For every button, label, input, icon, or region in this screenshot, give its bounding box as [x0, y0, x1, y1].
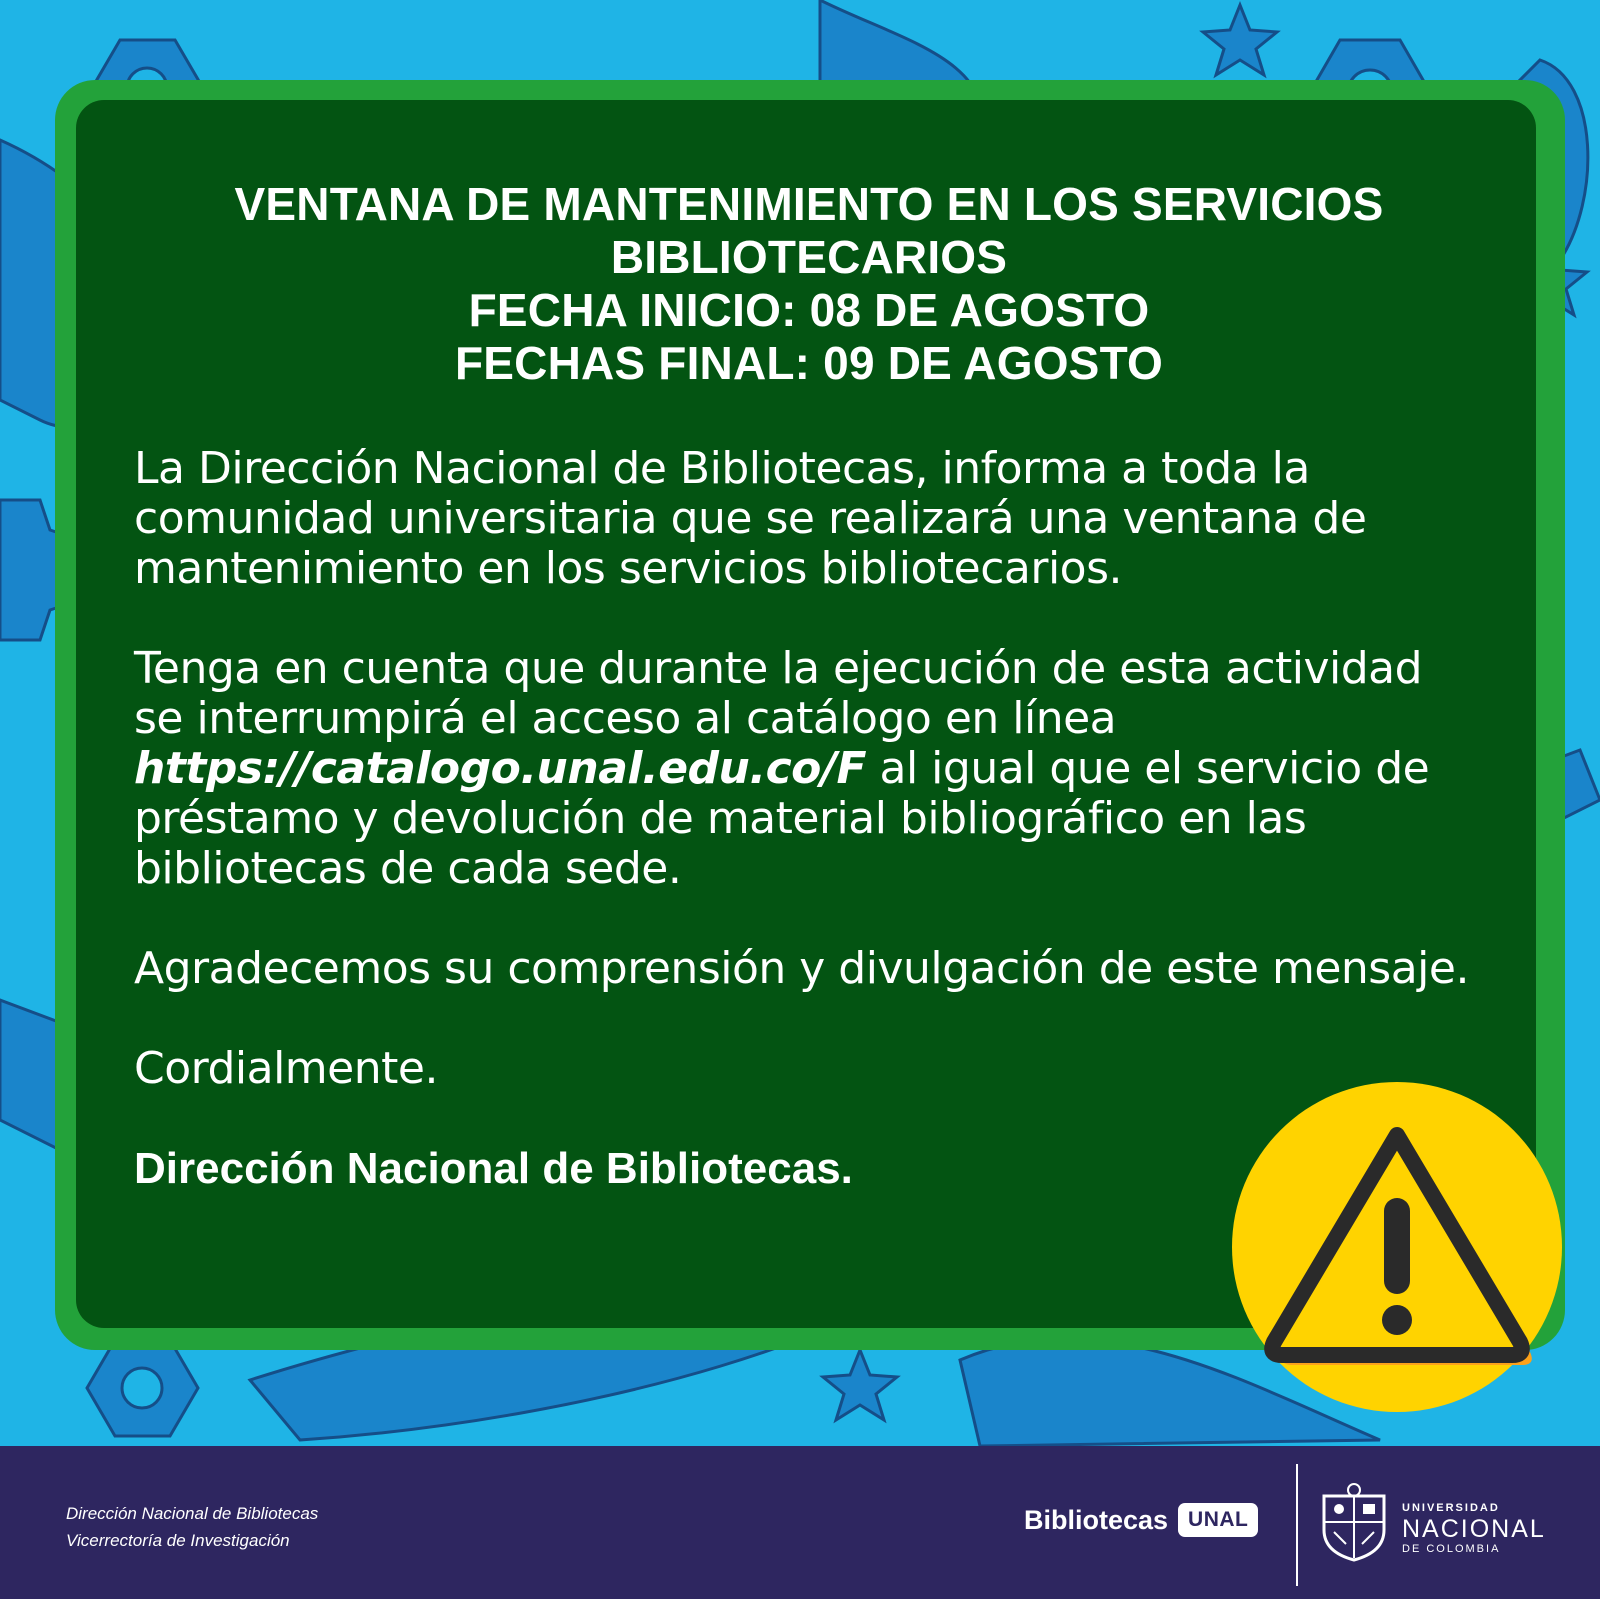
title-line: FECHAS FINAL: 09 DE AGOSTO [454, 337, 1164, 389]
hexnut-hole [122, 1368, 162, 1408]
footer-credit-line: Vicerrectoría de Investigación [66, 1531, 290, 1550]
details-text-before: Tenga en cuenta que durante la ejecución de esta actividad se interrumpirá el acceso al catálogo en línea [134, 643, 1423, 744]
notice-paragraph-details [134, 644, 1484, 894]
brand-word: Bibliotecas [1024, 1504, 1169, 1535]
footer-bar [0, 1446, 1600, 1599]
notice-content [134, 178, 1484, 1194]
notice-paragraph-thanks: Agradecemos su comprensión y divulgación de este mensaje. [134, 943, 1469, 994]
star-shape [823, 1350, 897, 1420]
title-line: BIBLIOTECARIOS [610, 231, 1008, 283]
notice-closing: Cordialmente. [134, 1043, 438, 1094]
brand-badge: UNAL [1178, 1503, 1258, 1537]
title-line: FECHA INICIO: 08 DE AGOSTO [468, 284, 1150, 336]
university-wordmark-top: UNIVERSIDAD [1402, 1502, 1500, 1514]
bibliotecas-unal-logo [1024, 1498, 1258, 1542]
star-shape [1203, 5, 1277, 75]
notice-paragraph-intro: La Dirección Nacional de Bibliotecas, informa a toda la comunidad universitaria que se realizará una ventana de mantenimiento en los servicios bibliotecarios. [134, 443, 1367, 594]
university-wordmark-name: NACIONAL [1402, 1515, 1546, 1543]
title-line: VENTANA DE MANTENIMIENTO EN LOS SERVICIOS [234, 178, 1384, 230]
footer-divider [1296, 1464, 1298, 1586]
notice-signature: Dirección Nacional de Bibliotecas. [134, 1144, 853, 1193]
details-text-after: al igual que el servicio de préstamo y devolución de material bibliográfico en las bibliotecas de cada sede. [134, 743, 1430, 894]
university-crest-icon [1316, 1482, 1392, 1562]
university-wordmark [1402, 1502, 1546, 1556]
warning-icon [1230, 1080, 1564, 1414]
catalog-link[interactable]: https://catalogo.unal.edu.co/F [134, 743, 867, 794]
footer-credits [66, 1500, 318, 1554]
footer-credit-line: Dirección Nacional de Bibliotecas [66, 1504, 319, 1523]
university-wordmark-bottom: DE COLOMBIA [1402, 1543, 1501, 1555]
notice-title [134, 178, 1484, 390]
